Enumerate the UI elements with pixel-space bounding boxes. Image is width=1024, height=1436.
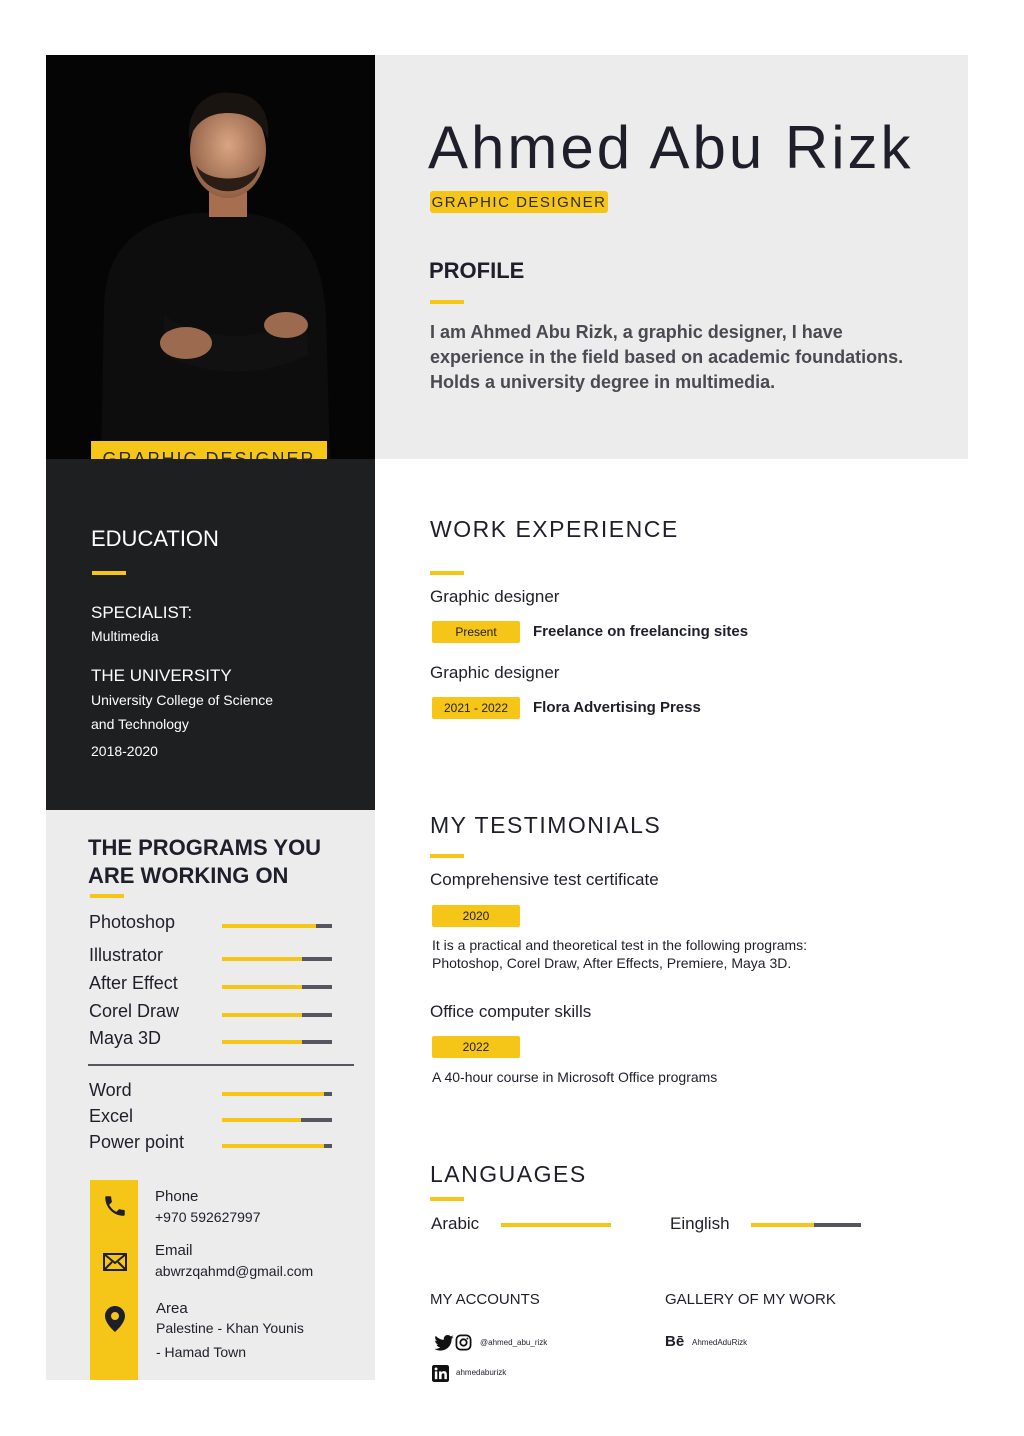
specialist-label: SPECIALIST: xyxy=(91,603,193,622)
twitter-icon[interactable] xyxy=(434,1335,454,1351)
work-company-2: Flora Advertising Press xyxy=(533,699,701,716)
language-name-english: Einglish xyxy=(670,1214,730,1233)
testimonial-year-2: 2022 xyxy=(432,1036,520,1058)
testimonial-desc-2: A 40-hour course in Microsoft Office programs xyxy=(432,1069,718,1085)
testimonial-name-1: Comprehensive test certificate xyxy=(430,870,659,889)
language-name-arabic: Arabic xyxy=(431,1214,480,1233)
testimonial-year-1: 2020 xyxy=(432,905,520,927)
profile-photo xyxy=(46,55,375,459)
skill-bar-fill xyxy=(222,1040,302,1044)
skill-bar xyxy=(222,1013,332,1017)
skill-name: Corel Draw xyxy=(89,1001,180,1021)
gallery-handle[interactable]: AhmedAduRizk xyxy=(692,1338,748,1347)
skill-name: After Effect xyxy=(89,973,178,993)
phone-icon xyxy=(102,1193,128,1219)
email-icon xyxy=(103,1253,127,1271)
skill-name: Photoshop xyxy=(89,912,176,932)
skill-bar xyxy=(222,1092,332,1096)
email-label: Email xyxy=(155,1242,193,1259)
work-underline xyxy=(430,571,464,575)
education-years: 2018-2020 xyxy=(91,743,158,759)
programs-underline xyxy=(90,894,124,898)
skill-bar-fill xyxy=(222,924,316,928)
skill-name: Illustrator xyxy=(89,945,164,965)
skill-name: Excel xyxy=(89,1106,134,1126)
education-title: EDUCATION xyxy=(91,526,219,551)
skill-name: Maya 3D xyxy=(89,1028,162,1048)
work-role-2: Graphic designer xyxy=(430,663,560,682)
testimonials-underline xyxy=(430,854,464,858)
skill-bar xyxy=(222,1040,332,1044)
language-fill-arabic xyxy=(501,1223,611,1227)
skill-bar-fill xyxy=(222,1013,302,1017)
skill-bar-fill xyxy=(222,985,302,989)
area-label: Area xyxy=(156,1300,188,1317)
university-line1: University College of Science xyxy=(91,692,274,708)
languages-underline xyxy=(430,1197,464,1201)
programs-title-line2: ARE WORKING ON xyxy=(88,863,289,888)
skill-name: Power point xyxy=(89,1132,185,1152)
testimonial-desc-1a: It is a practical and theoretical test in the following programs: xyxy=(432,937,808,953)
phone-label: Phone xyxy=(155,1188,199,1205)
work-period-2: 2021 - 2022 xyxy=(432,697,520,719)
skill-bar xyxy=(222,924,332,928)
skill-bar xyxy=(222,985,332,989)
language-bar-english xyxy=(751,1223,861,1227)
instagram-icon[interactable] xyxy=(455,1334,472,1351)
location-icon xyxy=(105,1306,125,1332)
role-badge: GRAPHIC DESIGNER xyxy=(430,191,608,213)
work-period-1: Present xyxy=(432,621,520,643)
email-value[interactable]: abwrzqahmd@gmail.com xyxy=(155,1263,314,1279)
work-company-1: Freelance on freelancing sites xyxy=(533,623,749,640)
profile-title: PROFILE xyxy=(429,258,525,283)
area-line2: - Hamad Town xyxy=(156,1344,247,1360)
skill-bar xyxy=(222,1118,332,1122)
person-silhouette xyxy=(46,55,375,459)
language-bar-arabic xyxy=(501,1223,611,1227)
profile-underline xyxy=(430,300,464,304)
skill-bar-fill xyxy=(222,1144,324,1148)
gallery-title: GALLERY OF MY WORK xyxy=(665,1291,836,1308)
programs-title-line1: THE PROGRAMS YOU xyxy=(88,835,322,860)
testimonials-title: MY TESTIMONIALS xyxy=(430,812,662,838)
person-name: Ahmed Abu Rizk xyxy=(428,114,914,181)
work-title: WORK EXPERIENCE xyxy=(430,516,679,542)
account-handle-2[interactable]: ahmedaburizk xyxy=(456,1368,507,1377)
area-line1: Palestine - Khan Younis xyxy=(156,1320,304,1336)
testimonial-desc-1b: Photoshop, Corel Draw, After Effects, Premiere, Maya 3D. xyxy=(432,955,792,971)
behance-icon[interactable]: Bē xyxy=(665,1333,685,1350)
university-line2: and Technology xyxy=(91,716,189,732)
work-role-1: Graphic designer xyxy=(430,587,560,606)
testimonial-name-2: Office computer skills xyxy=(430,1002,592,1021)
phone-value[interactable]: +970 592627997 xyxy=(155,1209,261,1225)
university-label: THE UNIVERSITY xyxy=(91,666,232,685)
skill-bar xyxy=(222,1144,332,1148)
skills-divider xyxy=(88,1064,354,1066)
account-handle-1[interactable]: @ahmed_abu_rizk xyxy=(480,1338,548,1347)
skill-bar-fill xyxy=(222,1118,301,1122)
skill-bar-fill xyxy=(222,1092,324,1096)
profile-text: I am Ahmed Abu Rizk, a graphic designer, I have experience in the field based on academic foundations. Holds a university degree in multimedia. xyxy=(430,322,904,392)
specialist-value: Multimedia xyxy=(91,628,159,644)
skill-bar-fill xyxy=(222,957,302,961)
accounts-title: MY ACCOUNTS xyxy=(430,1291,540,1308)
education-underline xyxy=(92,571,126,575)
languages-title: LANGUAGES xyxy=(430,1161,587,1187)
skill-bar xyxy=(222,957,332,961)
language-fill-english xyxy=(751,1223,814,1227)
linkedin-icon[interactable] xyxy=(432,1365,449,1382)
skill-name: Word xyxy=(89,1080,132,1100)
